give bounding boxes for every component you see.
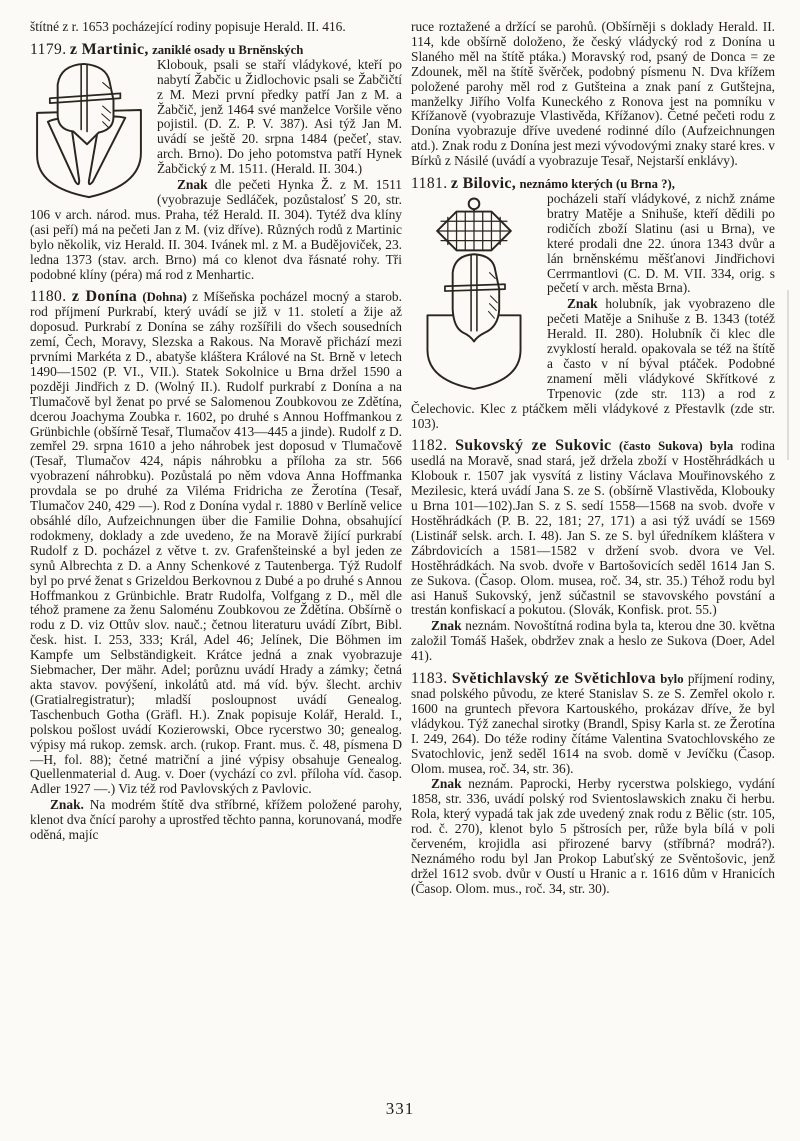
entry-family-name: z Martinic, [69, 40, 149, 58]
entry-family-name: z Bilovic, [450, 175, 517, 193]
entry-1182-sukovsky-ze-sukovic [411, 439, 775, 664]
entry-number: 1181. [411, 175, 448, 193]
entry-1180-z-donina [30, 290, 402, 843]
great-helm-icon [445, 254, 505, 341]
znak-text: Na modrém štítě dva stříbrné, křížem položené parohy, klenot dva čnící parohy a uprostřed těchto panna, korunovaná, modře oděná, majíc [30, 797, 402, 843]
znak-label: Znak. [50, 797, 84, 813]
entry-body-text: rodina usedlá na Moravě, snad stará, jež držela zboží v Hostěhrádkách u Klobouk r. 1507 jak vysvítá z listiny Václava Mouřinovského z Mezilesic, která uvádí Jana S. ze S. (obšírně Vlastivěda, Klobouky u Brna 101—102).Jan S. z S. sedí 1558—1568 na svob. dvoře v Hostěhrádkách (P. B. 22, 181; 27, 171) a asi týž uvádí se 1569 (Listinář selsk. arch. I. 48). Jan S. ze S. byl úředníkem kláštera v Zábrdovicích a 1581—1582 v držení svob. dvora ve Vel. Hostěhrádkách. Na svob. dvoře v Bartošovicích seděl 1614 Jan S. ze Sukova. (Časop. Olom. musea, roč. 34, str. 35.) Téhož rodu byl asi Hanuš Sukovský, jenž súčastnil se stavovského povstání a trestán konfiskací a pokutou. (Slovák, Konfisk. prot. 55.) [411, 438, 775, 618]
znak-paragraph [411, 619, 775, 664]
entry-number: 1182. [411, 437, 448, 455]
entry-qualifier: zaniklé osady u Brněnských [152, 42, 304, 57]
znak-label: Znak [431, 618, 462, 634]
entry-body-text: z Míšeňska pocházel mocný a starob. rod příjmení Purkrabí, který uvádí se již v 11. století a žije až doposud. Purkrabí z Donína se záhy rozšířili do všech sousedních zemí, Čech, Moravy, Slezska a Rakous. Na Moravě přichází mezi prvními Markéta z D., abatyše kláštera Králové na St. Brně v letech 1490—1502 (P. VI., VII.). Statek Sokolnice u Brna držel 1590 a později Jindřich z D. (Wolný II.). Rudolf purkrabí z Donína a na Tlumačově byl ženat po prvé se Salomenou Zoubkovou ze Zdětína, dcerou Joachyma Zoubka r. 1602, po druhé s Annou Hoffmankou z Grünbichle (obšírně Tesař, Tlumačov 413—445 a jinde). Rudolf z D. zemřel 29. srpna 1610 a jeho náhrobek jest doposud v Tlumačově (Tesař, Tlumačov 424, nápis náhrobku a příloha za str. 566 vyobrazení náhrobku). Pozůstalá po něm vdova Anna Hoffmanka provdala se po druhé za Viléma Fridricha ze Žerotína (Tesař, Tlumačov 240, 429 —). Rod z Donína vydal r. 1880 v Berlíně velice obsáhlé dílo, Aufzeichnungen über die Familie Dohna, obsahující rodokmeny, doklady a zde uvedeno, že na Moravě žijící purkrabí Rudolf z D. pocházel z větve t. zv. Grafenšteinské a byl jeden ze synů Albrechta z D. a Anny Schenkové z Tautenberga. Týž Rudolf byl po prvé ženat s Grizeldou Berkovnou z Dubé a po druhé s Annou Hoffmankou z Grünbichle. Bratr Rudolfa, Volfgang z D., měl dle téhož pramene za ženu Saloménu Zoubkovou ze Ždětína. Obšírně o rodu z D. viz Ottův slov. nauč.; četnou literaturu uvádí Zíbrt, Bibl. česk. hist. I. 253, 333; Král, Adel 46; Jelínek, Die Böhmen im Kampfe um Selbständigkeit. Krátce jedná a znak vyobrazuje Siebmacher, Der mähr. Adel; porůznu uvádí Hrady a zámky; četná akta stavov. povýšení, inkolátů atd. má víd. býv. šlecht. archiv (Gratialregistratur); mladší posloupnost uvádí Genealog. Taschenbuch Gotha (Gräfl. H.). Znak popisuje Kolář, Herald. I., polskou pošlost uvádí Kozierowski, Obce rycerstwo 30; genealog. výpisy má rukop. zemsk. arch. (rukop. Frant. mus. č. 48, písmena D—H, fol. 88); četné matriční a jiné výpisy obsahuje Genealog. Quellenmaterial d. Aug. v. Doer (vychází co zvl. příloha víd. časop. Adler 1927 —.) Viz též rod Pavlovských z Pavlovic. [30, 289, 402, 797]
martinic-arms-drawing [30, 61, 148, 203]
znak-text: holubník, jak vyobrazeno dle pečeti Matěje a Snihuše z B. 1343 (totéž Herald. II. 280). Holubník či klec dle zvyklostí herald. opakovala se též na štítě a často v ní býval ptáček. Podobné znamení měli vládykové Skřítkové z Trpenovic (zde str. 113) a rod z Čelechovic. Klec z ptáčkem měli vládykové z Přestavlk (zde str. 103). [411, 296, 775, 431]
znak-text: neznám. Novoštítná rodina byla ta, kterou dne 30. května založil Tomáš Hašek, obdržev znak a heslo ze Sukova (Doer, Adel 41). [411, 618, 775, 664]
entry-body-with-figure [30, 58, 402, 283]
entry-1181-z-bilovic [411, 177, 775, 431]
entry-heading [30, 40, 402, 58]
entry-heading [411, 177, 775, 192]
entry-qualifier: (často Sukova) byla [619, 439, 734, 454]
left-column [30, 20, 402, 897]
entry-family-name: Světichlavský ze Světichlova [451, 670, 656, 688]
entry-heading-and-body [411, 672, 775, 776]
martinic-coat-of-arms-figure [30, 61, 148, 203]
entry-number: 1179. [30, 40, 67, 58]
donin-znak-continuation: ruce roztažené a držící se parohů. (Obšírněji s doklady Herald. II. 114, kde obšírně doloženo, že český vládycký rod z Donína u Slaného měl na štítě ptáka.) Moravský rod, psaný de Donca = ze Zdounek, měl na štítě švěrček, podobný písmenu N. Dva křížem položené parohy měl rod z Gutšteina a znak paní z Gutštejna, manželky Jiřího Volfa Kuneckého z Ronova jest na pomníku v Křížanově (vyobrazuje Vlastivěda, Křížanov). Četné pečeti rodu z Donína vyobrazuje dříve uvedené rodinné dílo (Aufzeichnungen atd.). Znak rodu z Donína jest mezi vývodovými znaky staré kres. v Bírků z Násilé (uvádí a vyobrazuje Tesař, Nejstarší enklávy). [411, 19, 775, 169]
entry-family-name: Sukovský ze Sukovic [455, 437, 612, 455]
entry-body-text: Klobouk, psali se staří vládykové, kteří po nabytí Žabčic u Židlochovic psali se Žabčičtí z M. Mezi první předky patří Jan z M. a Žabčič, jenž 1464 své manželce Voršile věno pojistil. (D. Z. P. V. 387). Asi týž Jan M. uvádí se ještě 20. srpna 1484 (pečeť, stav. arch. Brno). Do jeho potomstva patří Hynek Žabčický z M. 1511. (Herald. II. 304.) [157, 56, 402, 177]
right-column [411, 20, 775, 897]
znak-text: neznám. Paprocki, Herby rycerstwa polskiego, vydání 1858, str. 336, uvádí polský rod Svientoslawskich znaku či herbu. Rola, který vypadá tak jak zde uvedený znak rodu z Bělic (str. 105, rod. č. 270), klenot bylo 5 pštrosích per, růže byla bílá v poli červeném, krojidla asi přirozené barvy (stříbrná? modrá?). Neznámého rodu byl Jan Prokop Labuťský ze Svěntošovic, jenž držel 1612 svob. dvůr v Oustí u Hranic a r. 1616 dům v Hranicích (Časop. Olom. mus., roč. 34, str. 30). [411, 776, 775, 896]
entry-1183-svetichlavsky-ze-svetichlova [411, 672, 775, 897]
entry-number: 1183. [411, 670, 448, 688]
bilovic-coat-of-arms-figure [411, 195, 537, 391]
znak-label: Znak [431, 776, 462, 792]
entry-family-name: z Donína [71, 288, 138, 306]
znak-text: dle pečeti Hynka Ž. z M. 1511 (vyobrazuje Sedláček, pozůstalosť S 20, str. 106 v arch. národ. mus. Praha, též Herald. II. 304). Tytéž dva klíny (asi peří) má na pečeti Jan z M. (viz dříve). Různých rodů z Martinic bylo několik, viz Herald. II. 304. Ivánek ml. z M. a Budějoviček, 23. ledna 1373 (stav. arch. Brno) má co klenot dva řásnaté rohy. Tři podobné klíny (péra) má rod z Menhartic. [30, 177, 402, 282]
entry-qualifier: bylo [660, 672, 684, 687]
entry-qualifier: neznámo kterých (u Brna ?), [519, 177, 675, 192]
znak-paragraph [30, 798, 402, 843]
entry-number: 1180. [30, 288, 67, 306]
znak-paragraph [411, 777, 775, 896]
dovecote-cage-icon [437, 198, 511, 250]
bilovic-arms-drawing [411, 195, 537, 391]
entry-body-with-figure [411, 192, 775, 432]
entry-heading-and-body [411, 439, 775, 618]
ring-icon [469, 198, 480, 209]
scan-artifact [787, 290, 789, 460]
entry-body-text: pocházeli staří vládykové, z nichž známe bratry Matěje a Snihuše, kteří dědili po rodičích zboží Slatinu (asi u Brna), ve které prodali dne 22. února 1343 dvůr a lán brněnskému měšťanovi Jindřichovi Cerrmantlovi (C. D. M. VII. 334, orig. s pečetí v arch. města Brna). [547, 190, 775, 296]
znak-label: Znak [567, 296, 598, 312]
entry-1179-z-martinic [30, 40, 402, 283]
previous-entry-continuation: štítné z r. 1653 pocházející rodiny popisuje Herald. II. 416. [30, 19, 346, 34]
znak-label: Znak [177, 177, 208, 193]
entry-body-text: příjmení rodiny, snad polského původu, ze které Stanislav S. ze S. Zemřel okolo r. 1600 na gruntech převora Kartouského, prokázav dříve, že byl vládykou. Týž zanechal sirotky (Brandl, Spisy Karla st. ze Žerotína I. 249, 264). Do téže rodiny čítáme Valentina Svatochlovského ze Svatochlovic, jenž seděl 1614 na svob. domě v Jevíčku (Časop. Olom. musea, roč. 34, str. 36). [411, 671, 776, 776]
entry-heading-and-body [30, 290, 402, 797]
page-number: 331 [385, 1099, 415, 1118]
entry-qualifier: (Dohna) [142, 290, 187, 305]
